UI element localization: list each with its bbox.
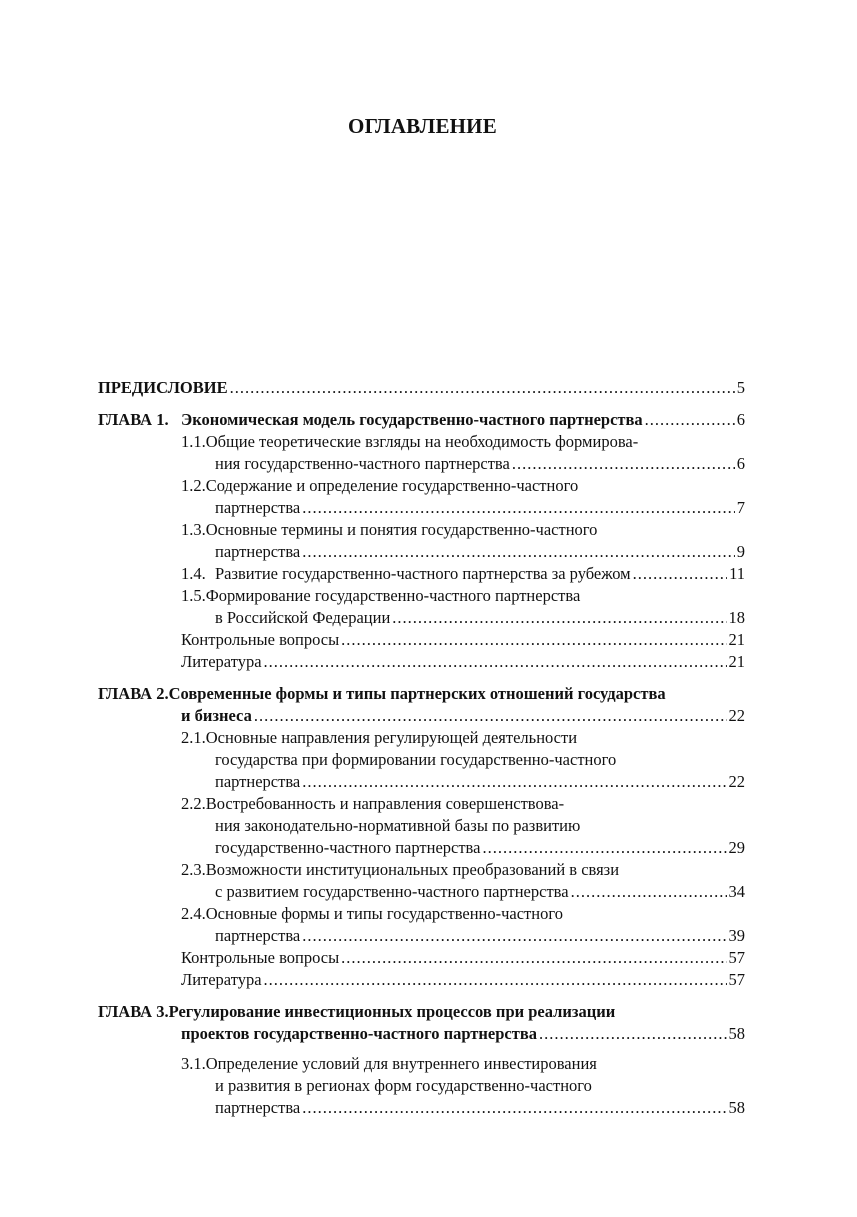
chapter-title-line: Современные формы и типы партнерских отношений государства (168, 684, 666, 703)
page-number: 22 (728, 706, 745, 725)
toc-entry-label: Литература (181, 652, 262, 671)
toc-entry-label: Контрольные вопросы (181, 948, 340, 967)
section-title-line: Возможности институциональных преобразований в связи (205, 860, 620, 879)
section-number: 2.2. (181, 794, 206, 813)
chapter-title-line: и бизнеса (181, 706, 252, 725)
leader-dots (482, 837, 726, 859)
section-title-line: Основные термины и понятия государственно-частного (205, 520, 598, 539)
page-number: 6 (736, 454, 745, 473)
section-title-line: государства при формировании государственно-частного (215, 750, 617, 769)
section-title-line: Развитие государственно-частного партнерства за рубежом (215, 564, 631, 583)
toc-entry-section-1-4[interactable] (181, 563, 745, 585)
page-number: 22 (728, 772, 745, 791)
section-number: 2.4. (181, 904, 206, 923)
chapter-number: ГЛАВА 1. (98, 410, 169, 429)
page-number: 6 (736, 410, 745, 429)
page-title: ОГЛАВЛЕНИЕ (348, 114, 497, 138)
section-title-line: Содержание и определение государственно-частного (205, 476, 579, 495)
page-number: 57 (728, 970, 745, 989)
toc-entry-chapter-3[interactable] (98, 1001, 745, 1045)
leader-dots (302, 925, 726, 947)
section-title-line: партнерства (215, 542, 301, 561)
toc-entry-chapter-1[interactable] (98, 409, 745, 431)
section-title-line: Общие теоретические взгляды на необходимость формирова- (205, 432, 639, 451)
toc-entry-literature[interactable] (181, 651, 745, 673)
page-number: 18 (728, 608, 745, 627)
leader-dots (512, 453, 735, 475)
chapter-title-line: проектов государственно-частного партнерства (181, 1024, 537, 1043)
section-title-line: партнерства (215, 498, 301, 517)
leader-dots (539, 1023, 727, 1045)
page-number: 21 (728, 652, 745, 671)
page-number: 58 (728, 1098, 745, 1117)
section-title-line: государственно-частного партнерства (215, 838, 481, 857)
chapter-title-line: Регулирование инвестиционных процессов при реализации (168, 1002, 616, 1021)
chapter-number: ГЛАВА 2. (98, 684, 169, 703)
section-title-line: партнерства (215, 926, 301, 945)
leader-dots (302, 541, 735, 563)
toc-entry-review-questions[interactable] (181, 629, 745, 651)
page-number: 5 (736, 378, 745, 397)
leader-dots (264, 969, 727, 991)
section-number: 2.3. (181, 860, 206, 879)
leader-dots (341, 947, 726, 969)
chapter-title: Экономическая модель государственно-частного партнерства (181, 410, 643, 429)
toc-entry-section-2-2[interactable] (181, 793, 745, 859)
section-number: 3.1. (181, 1054, 206, 1073)
page-number: 29 (728, 838, 745, 857)
section-title-line: Основные направления регулирующей деятельности (205, 728, 578, 747)
leader-dots (571, 881, 727, 903)
toc-entry-label: ПРЕДИСЛОВИЕ (98, 378, 228, 397)
toc-entry-section-1-3[interactable] (181, 519, 745, 563)
page-number: 34 (728, 882, 745, 901)
section-title-line: Востребованность и направления совершенствова- (205, 794, 565, 813)
section-number: 1.4. (181, 564, 206, 583)
leader-dots (230, 377, 735, 399)
table-of-contents (98, 377, 745, 1119)
toc-entry-section-2-4[interactable] (181, 903, 745, 947)
toc-entry-review-questions[interactable] (181, 947, 745, 969)
section-title-line: с развитием государственно-частного партнерства (215, 882, 569, 901)
toc-entry-section-1-5[interactable] (181, 585, 745, 629)
toc-entry-label: Литература (181, 970, 262, 989)
page-number: 7 (736, 498, 745, 517)
page-number: 21 (728, 630, 745, 649)
toc-entry-preface[interactable] (98, 377, 745, 399)
leader-dots (645, 409, 735, 431)
section-title-line: ния государственно-частного партнерства (215, 454, 510, 473)
section-title-line: Определение условий для внутреннего инвестирования (205, 1054, 597, 1073)
chapter-number: ГЛАВА 3. (98, 1002, 169, 1021)
page-number: 58 (728, 1024, 745, 1043)
leader-dots (392, 607, 726, 629)
section-number: 1.5. (181, 586, 206, 605)
page-number: 11 (729, 564, 745, 583)
leader-dots (302, 771, 726, 793)
toc-entry-label: Контрольные вопросы (181, 630, 340, 649)
page-number: 39 (728, 926, 745, 945)
section-title-line: партнерства (215, 1098, 301, 1117)
toc-entry-section-2-1[interactable] (181, 727, 745, 793)
page-number: 57 (728, 948, 745, 967)
section-number: 1.2. (181, 476, 206, 495)
toc-entry-chapter-2[interactable] (98, 683, 745, 727)
section-title-line: и развития в регионах форм государственно-частного (215, 1076, 592, 1095)
toc-entry-section-3-1[interactable] (181, 1053, 745, 1119)
leader-dots (302, 1097, 726, 1119)
page-number: 9 (736, 542, 745, 561)
toc-entry-section-1-1[interactable] (181, 431, 745, 475)
section-number: 1.3. (181, 520, 206, 539)
leader-dots (264, 651, 727, 673)
toc-entry-literature[interactable] (181, 969, 745, 991)
section-number: 1.1. (181, 432, 206, 451)
section-title-line: Основные формы и типы государственно-частного (205, 904, 563, 923)
leader-dots (254, 705, 727, 727)
toc-entry-section-2-3[interactable] (181, 859, 745, 903)
section-number: 2.1. (181, 728, 206, 747)
section-title-line: Формирование государственно-частного партнерства (205, 586, 581, 605)
leader-dots (341, 629, 726, 651)
section-title-line: партнерства (215, 772, 301, 791)
leader-dots (302, 497, 735, 519)
toc-entry-section-1-2[interactable] (181, 475, 745, 519)
section-title-line: ния законодательно-нормативной базы по развитию (215, 816, 581, 835)
section-title-line: в Российской Федерации (215, 608, 391, 627)
leader-dots (633, 563, 727, 585)
